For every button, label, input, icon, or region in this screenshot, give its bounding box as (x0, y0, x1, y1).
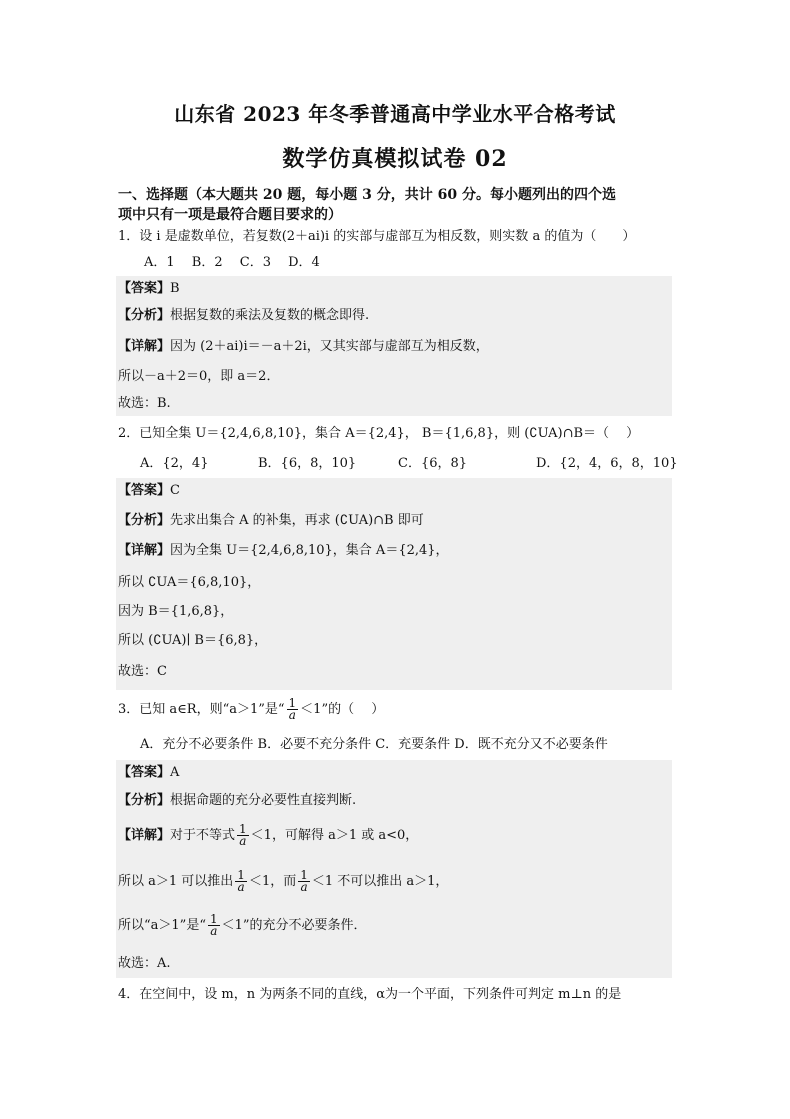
fraction-denominator: a (300, 880, 308, 894)
fraction-one-over-a (208, 914, 220, 937)
q2-option-d: D．{2，4，6，8，10} (536, 456, 678, 471)
q3-stem-post: ＜1”的（ ） (300, 702, 385, 717)
q4-stem: 4．在空间中，设 m，n 为两条不同的直线，α为一个平面，下列条件可判定 m⊥n 的是 (118, 987, 622, 1002)
detail-text-pre: 所以 a＞1 可以推出 (118, 874, 234, 889)
exam-subtitle: 数学仿真模拟试卷 02 (282, 146, 508, 172)
answer-value: C (170, 483, 180, 498)
analysis-text: 根据命题的充分必要性直接判断. (170, 793, 357, 808)
detail-text-pre: 所以“a＞1”是“ (118, 918, 206, 933)
fraction-one-over-a (237, 824, 249, 847)
fraction-one-over-a (235, 870, 247, 893)
fraction-one-over-a (298, 870, 310, 893)
analysis-tag: 【分析】 (118, 513, 171, 528)
analysis-tag: 【分析】 (118, 308, 171, 323)
q1-detail-2: 所以－a＋2＝0，即 a＝2． (118, 369, 280, 384)
fraction-denominator: a (239, 834, 247, 848)
q1-analysis (118, 305, 674, 327)
analysis-tag: 【分析】 (118, 793, 171, 808)
q3-options: A．充分不必要条件 B．必要不充分条件 C．充要条件 D．既不充分又不必要条件 (140, 737, 608, 752)
analysis-text: 先求出集合 A 的补集，再求 (∁UA)∩B 即可 (170, 513, 424, 528)
q2-stem: 2．已知全集 U＝{2,4,6,8,10}，集合 A＝{2,4}， B＝{1,6,8}，则 (∁UA)∩B＝（ ） (118, 426, 640, 441)
q3-answer (118, 762, 674, 784)
answer-tag: 【答案】 (118, 281, 171, 296)
q2-option-b: B．{6，8，10} (258, 456, 357, 471)
detail-text-post: ＜1”的充分不必要条件． (221, 918, 367, 933)
q1-answer (118, 278, 674, 300)
q3-detail-2 (118, 870, 674, 893)
analysis-text: 根据复数的乘法及复数的概念即得. (170, 308, 370, 323)
q3-stem (118, 698, 674, 721)
answer-tag: 【答案】 (118, 765, 171, 780)
q1-options: A．1 B．2 C．3 D．4 (144, 255, 320, 270)
fraction-numerator: 1 (239, 822, 247, 836)
answer-value: B (170, 281, 180, 296)
fraction-numerator: 1 (288, 696, 297, 710)
detail-tag: 【详解】 (118, 543, 171, 558)
q3-detail (118, 824, 674, 847)
q3-stem-pre: 3．已知 a∈R，则“a＞1”是“ (118, 702, 285, 717)
q2-answer (118, 480, 674, 502)
q2-detail (118, 540, 674, 562)
q2-analysis (118, 510, 674, 532)
fraction-numerator: 1 (237, 868, 245, 882)
q3-detail-4: 故选：A. (118, 956, 171, 971)
fraction-denominator: a (288, 708, 296, 722)
answer-tag: 【答案】 (118, 483, 171, 498)
q2-option-a: A．{2，4} (140, 456, 209, 471)
fraction-denominator: a (237, 880, 245, 894)
detail-text: 因为 (2＋ai)i＝－a＋2i，又其实部与虚部互为相反数， (170, 339, 489, 354)
q3-detail-3 (118, 914, 674, 937)
q1-detail (118, 336, 674, 358)
fraction-numerator: 1 (300, 868, 308, 882)
q2-detail-3: 因为 B＝{1,6,8}， (118, 604, 234, 619)
section-header-line2: 项中只有一项是最符合题目要求的） (118, 207, 342, 223)
q2-detail-4: 所以 (∁UA)∣ B＝{6,8}， (118, 633, 268, 648)
detail-text-mid: ＜1，而 (248, 874, 297, 889)
exam-title: 山东省 2023 年冬季普通高中学业水平合格考试 (174, 102, 616, 126)
q2-detail-2: 所以 ∁UA＝{6,8,10}， (118, 575, 261, 590)
detail-text: 因为全集 U＝{2,4,6,8,10}，集合 A＝{2,4}， (170, 543, 449, 558)
detail-tag: 【详解】 (118, 339, 171, 354)
q2-detail-5: 故选：C (118, 664, 167, 679)
detail-tag: 【详解】 (118, 828, 171, 843)
detail-text-post: ＜1，可解得 a＞1 或 a<0， (250, 828, 419, 843)
fraction-one-over-a (287, 698, 299, 721)
q1-stem: 1．设 i 是虚数单位，若复数(2＋ai)i 的实部与虚部互为相反数，则实数 a 的值为（ ） (118, 229, 636, 244)
answer-value: A (170, 765, 180, 780)
detail-text-post: ＜1 不可以推出 a＞1， (311, 874, 449, 889)
q3-analysis (118, 790, 674, 812)
detail-text-pre: 对于不等式 (170, 828, 236, 843)
fraction-numerator: 1 (209, 912, 218, 926)
q1-detail-3: 故选：B. (118, 396, 171, 411)
q2-option-c: C．{6，8} (398, 456, 468, 471)
fraction-denominator: a (210, 924, 218, 938)
section-header-line1: 一、选择题（本大题共 20 题，每小题 3 分，共计 60 分。每小题列出的四个选 (118, 187, 616, 203)
